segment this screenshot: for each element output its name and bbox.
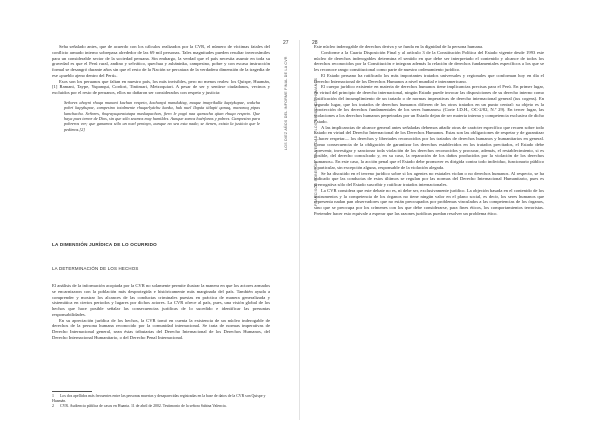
footnote-1: 1 Los dos apellidos más frecuentes entre las personas muertas y desaparecidas registradas en la base de datos de la CVR son Quispe y Huamán.	[52, 394, 266, 403]
paragraph: El Estado peruano ha ratificado los más importantes tratados universales y regionales que conforman hoy en día el Derecho Internacional de los Derechos Humanos a nivel mundial e interamericano.	[314, 72, 544, 84]
subheading: LA DETERMINACIÓN DE LOS HECHOS	[52, 266, 139, 271]
left-column	[52, 44, 270, 132]
testimony-quote: Señores ahayni rhuqa munani kachun respeto, kachunyá manduktuy, maqaz imayrikulla kaptykupae, wakcha pobri kapykupae, campesino totalmente rhuqarlyáchu kanku, huk nuel llapáa tálapti qanaq, manaraq pipas kanchachu. Señores, ñoqrayuqaratutapa maskapachan, fiero le pagó naa qamucha qitan rhuqa respeto. Que haya pues temor de Dios, sin que sólo seamos muy humildes. Aunque somos huérfanos y pobres. Campesino para pobreros ver; que ganamos sólo un nuel pentayo, aunque no sea esta nada; se tienen, exista la justicia que le pedimos.[2]	[64, 99, 260, 132]
footnote-rule	[52, 391, 92, 392]
page-number: 28	[312, 40, 318, 46]
left-body	[52, 283, 270, 341]
paragraph: La CVR considera que este debate no es, ni debe ser, exclusivamente jurídico. La objeción basada en el contenido de los instrumentos y la competencia de los órganos no tiene ningún valor en el plano social, es decir, los seres humanos que representa nadan pan observadores que no están preocupados por problemas vinculados a las competencias de los órganos, sino que se preocupa por los crímenes con los que debe considerarse, para fines éticos, los comportamientos terroristas. Pretender hacer esto equivale a esperar que las razones jurídicas puedan resolver un problema ético.	[314, 187, 544, 216]
paragraph: El cuerpo jurídico existente en materia de derechos humanos tiene implicancias precisas para el Perú. En primer lugar, en virtud del principio de derecho internacional, ningún Estado puede invocar las disposiciones de su derecho interno como justificación del incumplimiento de un tratado o de normas imperativas de derecho internacional general (ius cogens). En segundo lugar, que los tratados de derechos humanos difieren de los otros tratados en un punto central: su objeto es la «protección de los derechos fundamentales de los seres humanos» (Corte I.D.H., OC-2/82, N.º 29). En tercer lugar, las violaciones a los derechos humanos perpetradas por un Estado dejan de ser materia interna y competencia exclusiva de dicho Estado.	[314, 84, 544, 124]
paragraph: Esos son los peruanos que faltan en nuestro país, los más invisibles, pero no menos reales: los Quispe, Huamán,[1] Ramani, Taype, Yupanqui, Cordori, Tintimari, Metzoquiari. A pesar de ser y sentirse ciudadanos, vecinos y excluidos por el resto de peruanos, ellos no dañaron ser considerados con respeto y justicia:	[52, 78, 270, 95]
page-number: 27	[283, 40, 289, 46]
right-column	[314, 44, 544, 217]
footnotes	[52, 394, 270, 408]
subsection-block	[52, 266, 270, 272]
section-block	[52, 242, 270, 248]
paragraph: Este núcleo inderogable de derechos deriva y se funda en la dignidad de la persona humana.	[314, 44, 484, 49]
footnote-2: 2 CVR. Audiencia pública de casos en Huanta. 11 de abril de 2002. Testimonio de la señora Sabina Valencia.	[52, 403, 227, 408]
paragraph: El análisis de la información acopiada por la CVR no solamente permite ilustrar la manera en que los actores armados se encarnizaron con la población más desprotegida e históricamente más marginada del país. También ayuda a comprender y mostrar los alcances de las conductas criminales puestas en práctica de manera generalizada y sistemática en ciertos periodos y lugares por dichos actores. La CVR ofrece al país, pues, una visión global de los hechos que hace posible señalar las consecuencias jurídicas de lo sucedido e identificar las presuntas responsabilidades.	[52, 283, 270, 317]
running-head: FRANCISCO SOBERÓN · LA VERDAD Y LOS DERECHOS HUMANOS	[314, 77, 318, 206]
running-head: LOS DIEZ AÑOS DEL INFORME FINAL DE LA CVR	[284, 56, 288, 150]
paragraph: En su apreciación jurídica de los hechos, la CVR tomó en cuenta la existencia de un núcleo inderogable de derechos de la persona humana reconocido por la comunidad internacional. Se trata de normas imperativas de Derecho Internacional general, sean éstas tributarias del Derecho Internacional de los Derechos Humanos, del Derecho Internacional Humanitario, o del Derecho Penal Internacional.	[52, 317, 270, 340]
paragraph: Seha señalado antes, que de acuerdo con los cálculos realizados por la CVR, el número de víctimas fatales del conflicto armado interno sobrepasa alrededor de las 69 mil personas. Tales magnitudes pueden resultar inverosímiles para un considerable sector de la sociedad peruana. Sin embargo, la verdad que el país necesita asumir en toda su gravedad es que el Perú rural, andino y selvático, quechua y asháninka, campesino, pobre y con escasa instrucción formal se desangró durante años sin que el resto de la Nación se percatara de la verdadera dimensión de la tragedia de ese «pueblo ajeno dentro del Perú».	[52, 44, 270, 78]
paragraph: A las implicancias de alcance general antes señaladas debemos añadir otras de carácter específico que recaen sobre todo Estado en virtud del Derecho Internacional de los Derechos Humanos. Estas son las obligaciones de respetar y de garantizar —hacer respetar— los derechos y libertades reconocidos por los tratados de derechos humanos y humanitarios en general. Como consecuencia de la obligación de garantizar los derechos establecidos en los tratados precitados, el Estado debe «prevenir, investigar y sancionar toda violación de los derechos reconocidos y procurar, además, el restablecimiento, si es posible, del derecho conculcado y, en su caso, la reparación de los daños producidos por la violación de los derechos humanos». En este caso, la acción penal que el Estado debe promover es dirigida contra todo individuo, funcionario público o particular, sin excepción alguna, responsable de la violación alegada.	[314, 124, 544, 170]
section-heading: LA DIMENSIÓN JURÍDICA DE LO OCURRIDO	[52, 242, 157, 247]
paragraph: Conforme a la Cuarta Disposición Final y al artículo 3 de la Constitución Política del Estado vigente desde 1993 este núcleo de derechos inderogables determina el sentido en que debe ser interpretado el contenido y alcance de todos los derechos reconocidos por la Constitución e integran además la relación de derechos fundamentales específicos a los que se les reconoce rango constitucional como parte de nuestro ordenamiento jurídico.	[314, 49, 544, 72]
paragraph: Se ha discutido en el terreno jurídico sobre si los agentes no estatales violan o no derechos humanos. Al respecto, se ha indicado que las conductas de estos últimos se regulan por las normas del Derecho Internacional Humanitario, pues es prerrogativa sólo del Estado suscribir y ratificar tratados internacionales.	[314, 170, 544, 187]
